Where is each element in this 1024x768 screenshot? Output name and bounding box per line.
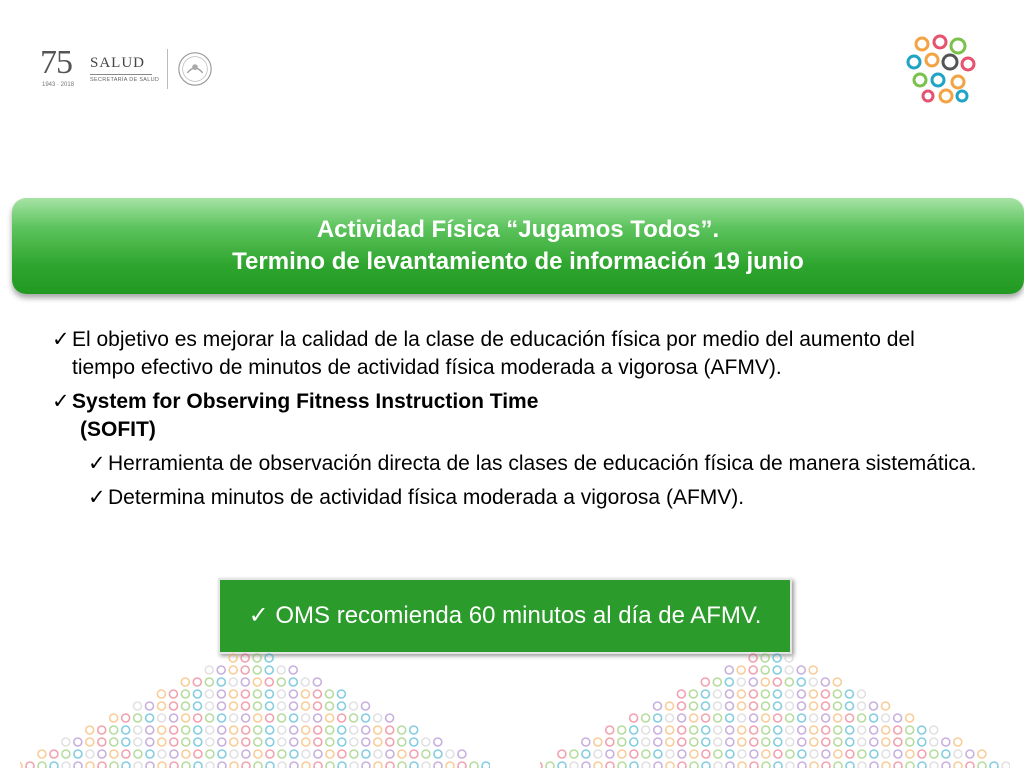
bullet-sofit-acronym: (SOFIT) xyxy=(80,418,156,441)
oms-recommendation-box xyxy=(218,578,792,654)
sub-bullet-minutes xyxy=(88,484,982,512)
sub-bullet-tool xyxy=(88,450,982,478)
bullet-objective-text: El objetivo es mejorar la calidad de la clase de educación física por medio del aumento del tiempo efectivo de minutos de actividad física moderada a vigorosa (AFMV). xyxy=(72,328,915,379)
bullet-sofit-text: System for Observing Fitness Instruction Time xyxy=(72,390,539,413)
oms-recommendation-text: ✓ OMS recomienda 60 minutos al día de AFMV. xyxy=(248,602,762,629)
anniversary-years: 1943 · 2018 xyxy=(42,82,75,88)
salud-subtitle: SECRETARÍA DE SALUD xyxy=(90,77,160,83)
salud-label: SALUD xyxy=(90,55,146,71)
banner-title-line1: Actividad Física “Jugamos Todos”. xyxy=(316,216,720,243)
title-banner xyxy=(12,198,1024,294)
check-icon: ✓ xyxy=(52,390,70,413)
header-logos xyxy=(40,44,214,94)
bullet-list xyxy=(52,326,982,518)
check-icon: ✓ xyxy=(52,328,70,351)
decorative-rings-pattern-icon xyxy=(20,650,490,768)
logo-separator xyxy=(167,49,168,89)
sub-bullet-tool-text: Herramienta de observación directa de las clases de educación física de manera sistemática. xyxy=(108,452,977,475)
decorative-rings-pattern-icon xyxy=(540,650,1010,768)
salud-divider xyxy=(90,74,152,75)
banner-title-line2: Termino de levantamiento de información 19 junio xyxy=(232,248,804,275)
rings-logo-icon xyxy=(900,30,980,110)
check-icon: ✓ xyxy=(88,486,106,509)
sub-bullet-minutes-text: Determina minutos de actividad física moderada a vigorosa (AFMV). xyxy=(108,486,745,509)
anniversary-number: 75 xyxy=(40,44,72,81)
bullet-sofit xyxy=(52,388,982,444)
national-seal-icon xyxy=(176,50,214,88)
salud-logo xyxy=(90,55,159,83)
anniversary-logo xyxy=(40,46,84,92)
check-icon: ✓ xyxy=(88,452,106,475)
bullet-objective xyxy=(52,326,982,382)
